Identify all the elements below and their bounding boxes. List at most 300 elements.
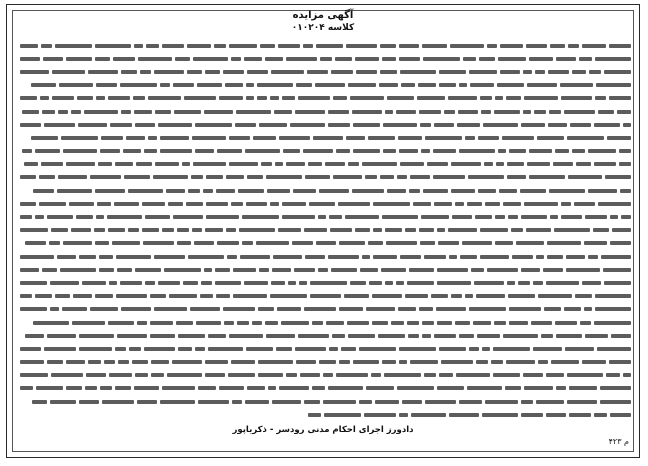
text-placeholder	[117, 334, 147, 338]
text-placeholder	[451, 189, 475, 193]
text-placeholder	[215, 268, 230, 272]
text-placeholder	[353, 123, 380, 127]
text-placeholder	[57, 255, 76, 259]
text-placeholder	[371, 373, 381, 377]
text-placeholder	[350, 281, 366, 285]
text-placeholder	[589, 70, 601, 74]
text-placeholder	[40, 96, 49, 100]
text-placeholder	[456, 373, 490, 377]
text-placeholder	[508, 294, 535, 298]
text-placeholder	[71, 228, 91, 232]
body-text-line	[15, 329, 631, 342]
text-placeholder	[524, 386, 553, 390]
text-placeholder	[623, 123, 631, 127]
text-placeholder	[598, 110, 614, 114]
text-placeholder	[271, 70, 304, 74]
text-placeholder	[550, 215, 558, 219]
text-placeholder	[420, 123, 431, 127]
body-text-line	[15, 105, 631, 118]
text-placeholder	[516, 241, 544, 245]
text-placeholder	[496, 162, 504, 166]
text-placeholder	[217, 149, 242, 153]
text-placeholder	[178, 347, 192, 351]
text-placeholder	[136, 162, 152, 166]
text-placeholder	[58, 110, 68, 114]
text-placeholder	[373, 255, 397, 259]
text-placeholder	[258, 360, 293, 364]
text-placeholder	[24, 162, 38, 166]
text-placeholder	[469, 347, 479, 351]
text-placeholder	[299, 281, 307, 285]
text-placeholder	[471, 268, 484, 272]
text-placeholder	[533, 347, 562, 351]
text-placeholder	[288, 281, 296, 285]
text-placeholder	[100, 386, 112, 390]
text-placeholder	[109, 281, 117, 285]
text-placeholder	[164, 268, 201, 272]
text-placeholder	[523, 70, 532, 74]
text-placeholder	[236, 110, 271, 114]
text-placeholder	[282, 215, 315, 219]
text-placeholder	[195, 149, 214, 153]
text-placeholder	[600, 386, 631, 390]
text-placeholder	[437, 321, 452, 325]
text-placeholder	[41, 162, 63, 166]
text-placeholder	[266, 334, 295, 338]
notice-header	[7, 9, 639, 34]
body-text-line	[15, 184, 631, 197]
text-placeholder	[380, 44, 396, 48]
text-placeholder	[109, 373, 132, 377]
text-placeholder	[503, 334, 538, 338]
body-text-line	[15, 65, 631, 78]
text-placeholder	[224, 321, 234, 325]
text-placeholder	[418, 83, 436, 87]
notice-signature: دادورز اجرای احکام مدنی رودسر - ذکریاپور	[232, 425, 414, 435]
text-placeholder	[60, 268, 96, 272]
text-placeholder	[276, 347, 292, 351]
text-placeholder	[95, 241, 109, 245]
text-placeholder	[547, 255, 563, 259]
text-placeholder	[201, 281, 212, 285]
text-placeholder	[223, 307, 255, 311]
text-placeholder	[86, 373, 106, 377]
text-placeholder	[619, 162, 631, 166]
text-placeholder	[59, 83, 93, 87]
text-placeholder	[417, 96, 445, 100]
text-placeholder	[353, 149, 380, 153]
text-placeholder	[52, 96, 74, 100]
text-placeholder	[110, 123, 132, 127]
text-placeholder	[73, 294, 92, 298]
body-text-line	[15, 356, 631, 369]
text-placeholder	[575, 294, 592, 298]
text-placeholder	[437, 228, 445, 232]
text-placeholder	[104, 360, 115, 364]
text-placeholder	[400, 70, 436, 74]
text-placeholder	[282, 202, 306, 206]
text-placeholder	[96, 83, 117, 87]
text-placeholder	[281, 321, 309, 325]
text-placeholder	[588, 255, 598, 259]
text-placeholder	[208, 347, 243, 351]
text-placeholder	[69, 202, 94, 206]
text-placeholder	[150, 321, 173, 325]
text-placeholder	[402, 400, 422, 404]
text-placeholder	[459, 149, 495, 153]
text-placeholder	[498, 149, 506, 153]
text-placeholder	[76, 215, 93, 219]
text-placeholder	[400, 162, 424, 166]
text-placeholder	[265, 321, 278, 325]
text-placeholder	[437, 386, 464, 390]
text-placeholder	[20, 57, 40, 61]
text-placeholder	[142, 228, 159, 232]
text-placeholder	[386, 241, 417, 245]
text-placeholder	[20, 96, 37, 100]
text-placeholder	[245, 149, 280, 153]
text-placeholder	[36, 386, 63, 390]
text-placeholder	[341, 347, 356, 351]
text-placeholder	[509, 149, 526, 153]
text-placeholder	[313, 136, 343, 140]
text-placeholder	[534, 110, 546, 114]
text-placeholder	[379, 83, 398, 87]
text-placeholder	[247, 386, 265, 390]
text-placeholder	[66, 360, 85, 364]
text-placeholder	[555, 321, 577, 325]
text-placeholder	[612, 228, 631, 232]
notice-title: آگهی مزایده	[292, 10, 354, 21]
text-placeholder	[35, 294, 52, 298]
text-placeholder	[610, 413, 631, 417]
text-placeholder	[348, 83, 376, 87]
text-placeholder	[215, 281, 241, 285]
text-placeholder	[352, 189, 384, 193]
text-placeholder	[509, 307, 541, 311]
text-placeholder	[319, 360, 336, 364]
text-placeholder	[50, 400, 76, 404]
text-placeholder	[473, 321, 491, 325]
text-placeholder	[373, 202, 410, 206]
text-placeholder	[259, 268, 269, 272]
text-placeholder	[399, 413, 408, 417]
text-placeholder	[407, 321, 419, 325]
text-placeholder	[43, 57, 63, 61]
text-placeholder	[569, 413, 591, 417]
text-placeholder	[365, 175, 377, 179]
text-placeholder	[140, 70, 151, 74]
auction-notice	[6, 4, 640, 458]
text-placeholder	[154, 307, 187, 311]
text-placeholder	[420, 241, 435, 245]
text-placeholder	[20, 255, 54, 259]
text-placeholder	[308, 162, 322, 166]
text-placeholder	[509, 321, 528, 325]
text-placeholder	[108, 321, 134, 325]
text-placeholder	[607, 136, 631, 140]
text-placeholder	[425, 400, 456, 404]
text-placeholder	[138, 57, 172, 61]
text-placeholder	[128, 228, 139, 232]
text-placeholder	[385, 110, 393, 114]
text-placeholder	[531, 321, 552, 325]
text-placeholder	[491, 360, 503, 364]
text-placeholder	[495, 96, 503, 100]
text-placeholder	[62, 307, 87, 311]
text-placeholder	[237, 321, 249, 325]
text-placeholder	[521, 268, 540, 272]
text-placeholder	[556, 57, 576, 61]
text-placeholder	[61, 136, 98, 140]
text-placeholder	[409, 189, 420, 193]
text-placeholder	[549, 110, 561, 114]
text-placeholder	[444, 110, 455, 114]
text-placeholder	[184, 96, 216, 100]
text-placeholder	[359, 347, 396, 351]
text-placeholder	[598, 202, 631, 206]
text-placeholder	[265, 57, 283, 61]
text-placeholder	[333, 175, 362, 179]
text-placeholder	[366, 307, 395, 311]
text-placeholder	[502, 136, 534, 140]
text-placeholder	[79, 347, 112, 351]
text-placeholder	[595, 307, 631, 311]
text-placeholder	[94, 228, 105, 232]
text-placeholder	[272, 268, 291, 272]
text-placeholder	[424, 255, 446, 259]
text-placeholder	[155, 162, 179, 166]
text-placeholder	[182, 162, 190, 166]
text-placeholder	[427, 162, 448, 166]
text-placeholder	[610, 215, 618, 219]
text-placeholder	[323, 373, 333, 377]
text-placeholder	[247, 175, 263, 179]
text-placeholder	[498, 57, 526, 61]
text-placeholder	[527, 83, 557, 87]
text-placeholder	[405, 294, 428, 298]
text-placeholder	[580, 321, 591, 325]
body-text-line	[15, 224, 631, 237]
text-placeholder	[316, 44, 343, 48]
text-placeholder	[293, 189, 316, 193]
text-placeholder	[304, 400, 320, 404]
text-placeholder	[400, 255, 421, 259]
text-placeholder	[449, 413, 479, 417]
text-placeholder	[55, 44, 92, 48]
text-placeholder	[507, 281, 515, 285]
text-placeholder	[536, 255, 544, 259]
text-placeholder	[419, 307, 433, 311]
text-placeholder	[20, 202, 36, 206]
text-placeholder	[134, 386, 159, 390]
text-placeholder	[387, 96, 414, 100]
text-placeholder	[459, 334, 474, 338]
text-placeholder	[448, 96, 477, 100]
text-placeholder	[31, 136, 58, 140]
text-placeholder	[247, 70, 268, 74]
text-placeholder	[383, 149, 396, 153]
text-placeholder	[544, 307, 561, 311]
text-placeholder	[98, 162, 112, 166]
text-placeholder	[338, 202, 370, 206]
text-placeholder	[195, 347, 205, 351]
text-placeholder	[25, 334, 44, 338]
body-text-line	[15, 118, 631, 131]
text-placeholder	[175, 57, 190, 61]
text-placeholder	[153, 175, 188, 179]
text-placeholder	[259, 123, 287, 127]
text-placeholder	[33, 189, 54, 193]
text-placeholder	[480, 96, 492, 100]
text-placeholder	[219, 386, 244, 390]
text-placeholder	[329, 215, 342, 219]
text-placeholder	[270, 202, 279, 206]
text-placeholder	[296, 360, 316, 364]
text-placeholder	[449, 255, 457, 259]
text-placeholder	[353, 360, 379, 364]
text-placeholder	[609, 44, 631, 48]
text-placeholder	[521, 215, 547, 219]
text-placeholder	[79, 334, 114, 338]
text-placeholder	[25, 241, 46, 245]
text-placeholder	[246, 96, 254, 100]
text-placeholder	[582, 360, 606, 364]
text-placeholder	[359, 400, 372, 404]
text-placeholder	[450, 44, 484, 48]
text-placeholder	[485, 400, 518, 404]
text-placeholder	[316, 241, 336, 245]
text-placeholder	[95, 57, 110, 61]
text-placeholder	[96, 215, 104, 219]
text-placeholder	[226, 175, 244, 179]
text-placeholder	[546, 373, 564, 377]
text-placeholder	[475, 215, 492, 219]
text-placeholder	[546, 413, 566, 417]
text-placeholder	[154, 255, 185, 259]
body-text-line	[15, 210, 631, 223]
text-placeholder	[324, 413, 361, 417]
text-placeholder	[541, 334, 553, 338]
text-placeholder	[382, 360, 396, 364]
text-placeholder	[266, 175, 302, 179]
text-placeholder	[474, 281, 504, 285]
text-placeholder	[536, 400, 564, 404]
text-placeholder	[362, 255, 370, 259]
text-placeholder	[206, 215, 239, 219]
text-placeholder	[526, 44, 547, 48]
text-placeholder	[497, 83, 524, 87]
text-placeholder	[378, 334, 405, 338]
text-placeholder	[551, 360, 579, 364]
text-placeholder	[71, 110, 81, 114]
text-placeholder	[155, 110, 171, 114]
text-placeholder	[305, 255, 325, 259]
text-placeholder	[96, 96, 105, 100]
body-text-line	[15, 316, 631, 329]
text-placeholder	[20, 228, 48, 232]
text-placeholder	[425, 136, 462, 140]
text-placeholder	[115, 162, 133, 166]
text-placeholder	[567, 136, 604, 140]
body-text-line	[15, 250, 631, 263]
text-placeholder	[132, 360, 148, 364]
text-placeholder	[346, 136, 365, 140]
notice-body	[15, 39, 631, 421]
text-placeholder	[183, 281, 198, 285]
text-placeholder	[529, 175, 565, 179]
text-placeholder	[352, 110, 382, 114]
text-placeholder	[44, 123, 75, 127]
text-placeholder	[574, 202, 595, 206]
text-placeholder	[82, 281, 106, 285]
text-placeholder	[78, 123, 107, 127]
text-placeholder	[143, 241, 174, 245]
text-placeholder	[451, 162, 481, 166]
text-placeholder	[84, 110, 118, 114]
text-placeholder	[396, 281, 404, 285]
text-placeholder	[459, 83, 467, 87]
text-placeholder	[229, 136, 250, 140]
text-placeholder	[600, 400, 631, 404]
text-placeholder	[187, 44, 211, 48]
text-placeholder	[166, 189, 185, 193]
text-placeholder	[606, 373, 620, 377]
text-placeholder	[521, 413, 543, 417]
text-placeholder	[195, 123, 232, 127]
text-placeholder	[304, 228, 327, 232]
text-placeholder	[158, 123, 192, 127]
text-placeholder	[495, 241, 513, 245]
text-placeholder	[112, 241, 140, 245]
text-placeholder	[419, 110, 441, 114]
text-placeholder	[154, 70, 184, 74]
body-text-line	[15, 369, 631, 382]
text-placeholder	[401, 83, 415, 87]
text-placeholder	[451, 294, 462, 298]
text-placeholder	[396, 110, 416, 114]
text-placeholder	[339, 360, 350, 364]
text-placeholder	[439, 83, 456, 87]
text-placeholder	[227, 255, 237, 259]
text-placeholder	[97, 202, 111, 206]
text-placeholder	[460, 255, 477, 259]
text-placeholder	[305, 175, 330, 179]
body-text-line	[15, 408, 631, 421]
text-placeholder	[176, 321, 193, 325]
text-placeholder	[133, 96, 145, 100]
text-placeholder	[270, 96, 279, 100]
text-placeholder	[463, 57, 476, 61]
text-placeholder	[521, 123, 545, 127]
text-placeholder	[568, 44, 579, 48]
text-placeholder	[318, 268, 328, 272]
text-placeholder	[398, 307, 416, 311]
text-placeholder	[282, 96, 295, 100]
text-placeholder	[434, 123, 454, 127]
text-placeholder	[480, 255, 509, 259]
text-placeholder	[20, 44, 38, 48]
body-text-line	[15, 197, 631, 210]
text-placeholder	[620, 189, 631, 193]
text-placeholder	[494, 110, 520, 114]
text-placeholder	[244, 57, 262, 61]
text-placeholder	[585, 215, 607, 219]
text-placeholder	[320, 57, 332, 61]
text-placeholder	[295, 110, 325, 114]
text-placeholder	[355, 228, 370, 232]
text-placeholder	[584, 307, 592, 311]
